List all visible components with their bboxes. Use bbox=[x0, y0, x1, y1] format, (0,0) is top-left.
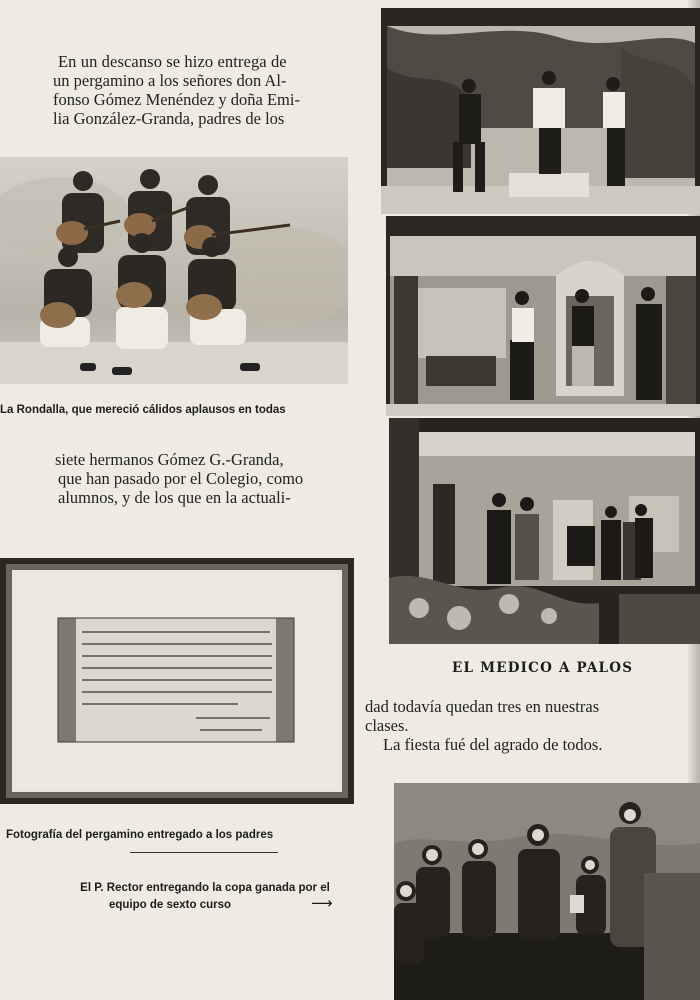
rondalla-caption: La Rondalla, que mereció cálidos aplausos en todas bbox=[0, 404, 286, 416]
middle-line: que han pasado por el Colegio, como bbox=[58, 469, 304, 488]
right-line: dad todavía quedan tres en nuestras bbox=[365, 697, 600, 716]
right-paragraph bbox=[365, 697, 602, 754]
intro-paragraph bbox=[53, 52, 300, 128]
middle-paragraph bbox=[55, 450, 304, 507]
intro-line: un pergamino a los señores don Al- bbox=[53, 71, 287, 90]
stage-photo-3 bbox=[389, 418, 700, 644]
caption-divider bbox=[130, 852, 278, 853]
trophy-photo bbox=[394, 783, 700, 1000]
stage-photo-2 bbox=[386, 216, 700, 416]
middle-line: siete hermanos Gómez G.-Granda, bbox=[55, 450, 284, 469]
trophy-caption-line: El P. Rector entregando la copa ganada por el bbox=[80, 882, 330, 894]
right-line: clases. bbox=[365, 716, 409, 735]
pergamino-photo bbox=[0, 558, 354, 804]
rondalla-photo bbox=[0, 157, 348, 384]
stage-photo-1 bbox=[381, 8, 700, 214]
intro-line: En un descanso se hizo entrega de bbox=[58, 52, 287, 71]
intro-line: lia González-Granda, padres de los bbox=[53, 109, 285, 128]
arrow-right-icon: ⟶ bbox=[311, 894, 333, 912]
trophy-caption-line: equipo de sexto curso bbox=[108, 899, 232, 911]
right-line: La fiesta fué del agrado de todos. bbox=[383, 735, 603, 754]
intro-line: fonso Gómez Menéndez y doña Emi- bbox=[53, 90, 300, 109]
play-caption: EL MEDICO A PALOS bbox=[452, 660, 634, 676]
pergamino-caption: Fotografía del pergamino entregado a los padres bbox=[6, 829, 274, 841]
middle-line: alumnos, y de los que en la actuali- bbox=[58, 488, 291, 507]
